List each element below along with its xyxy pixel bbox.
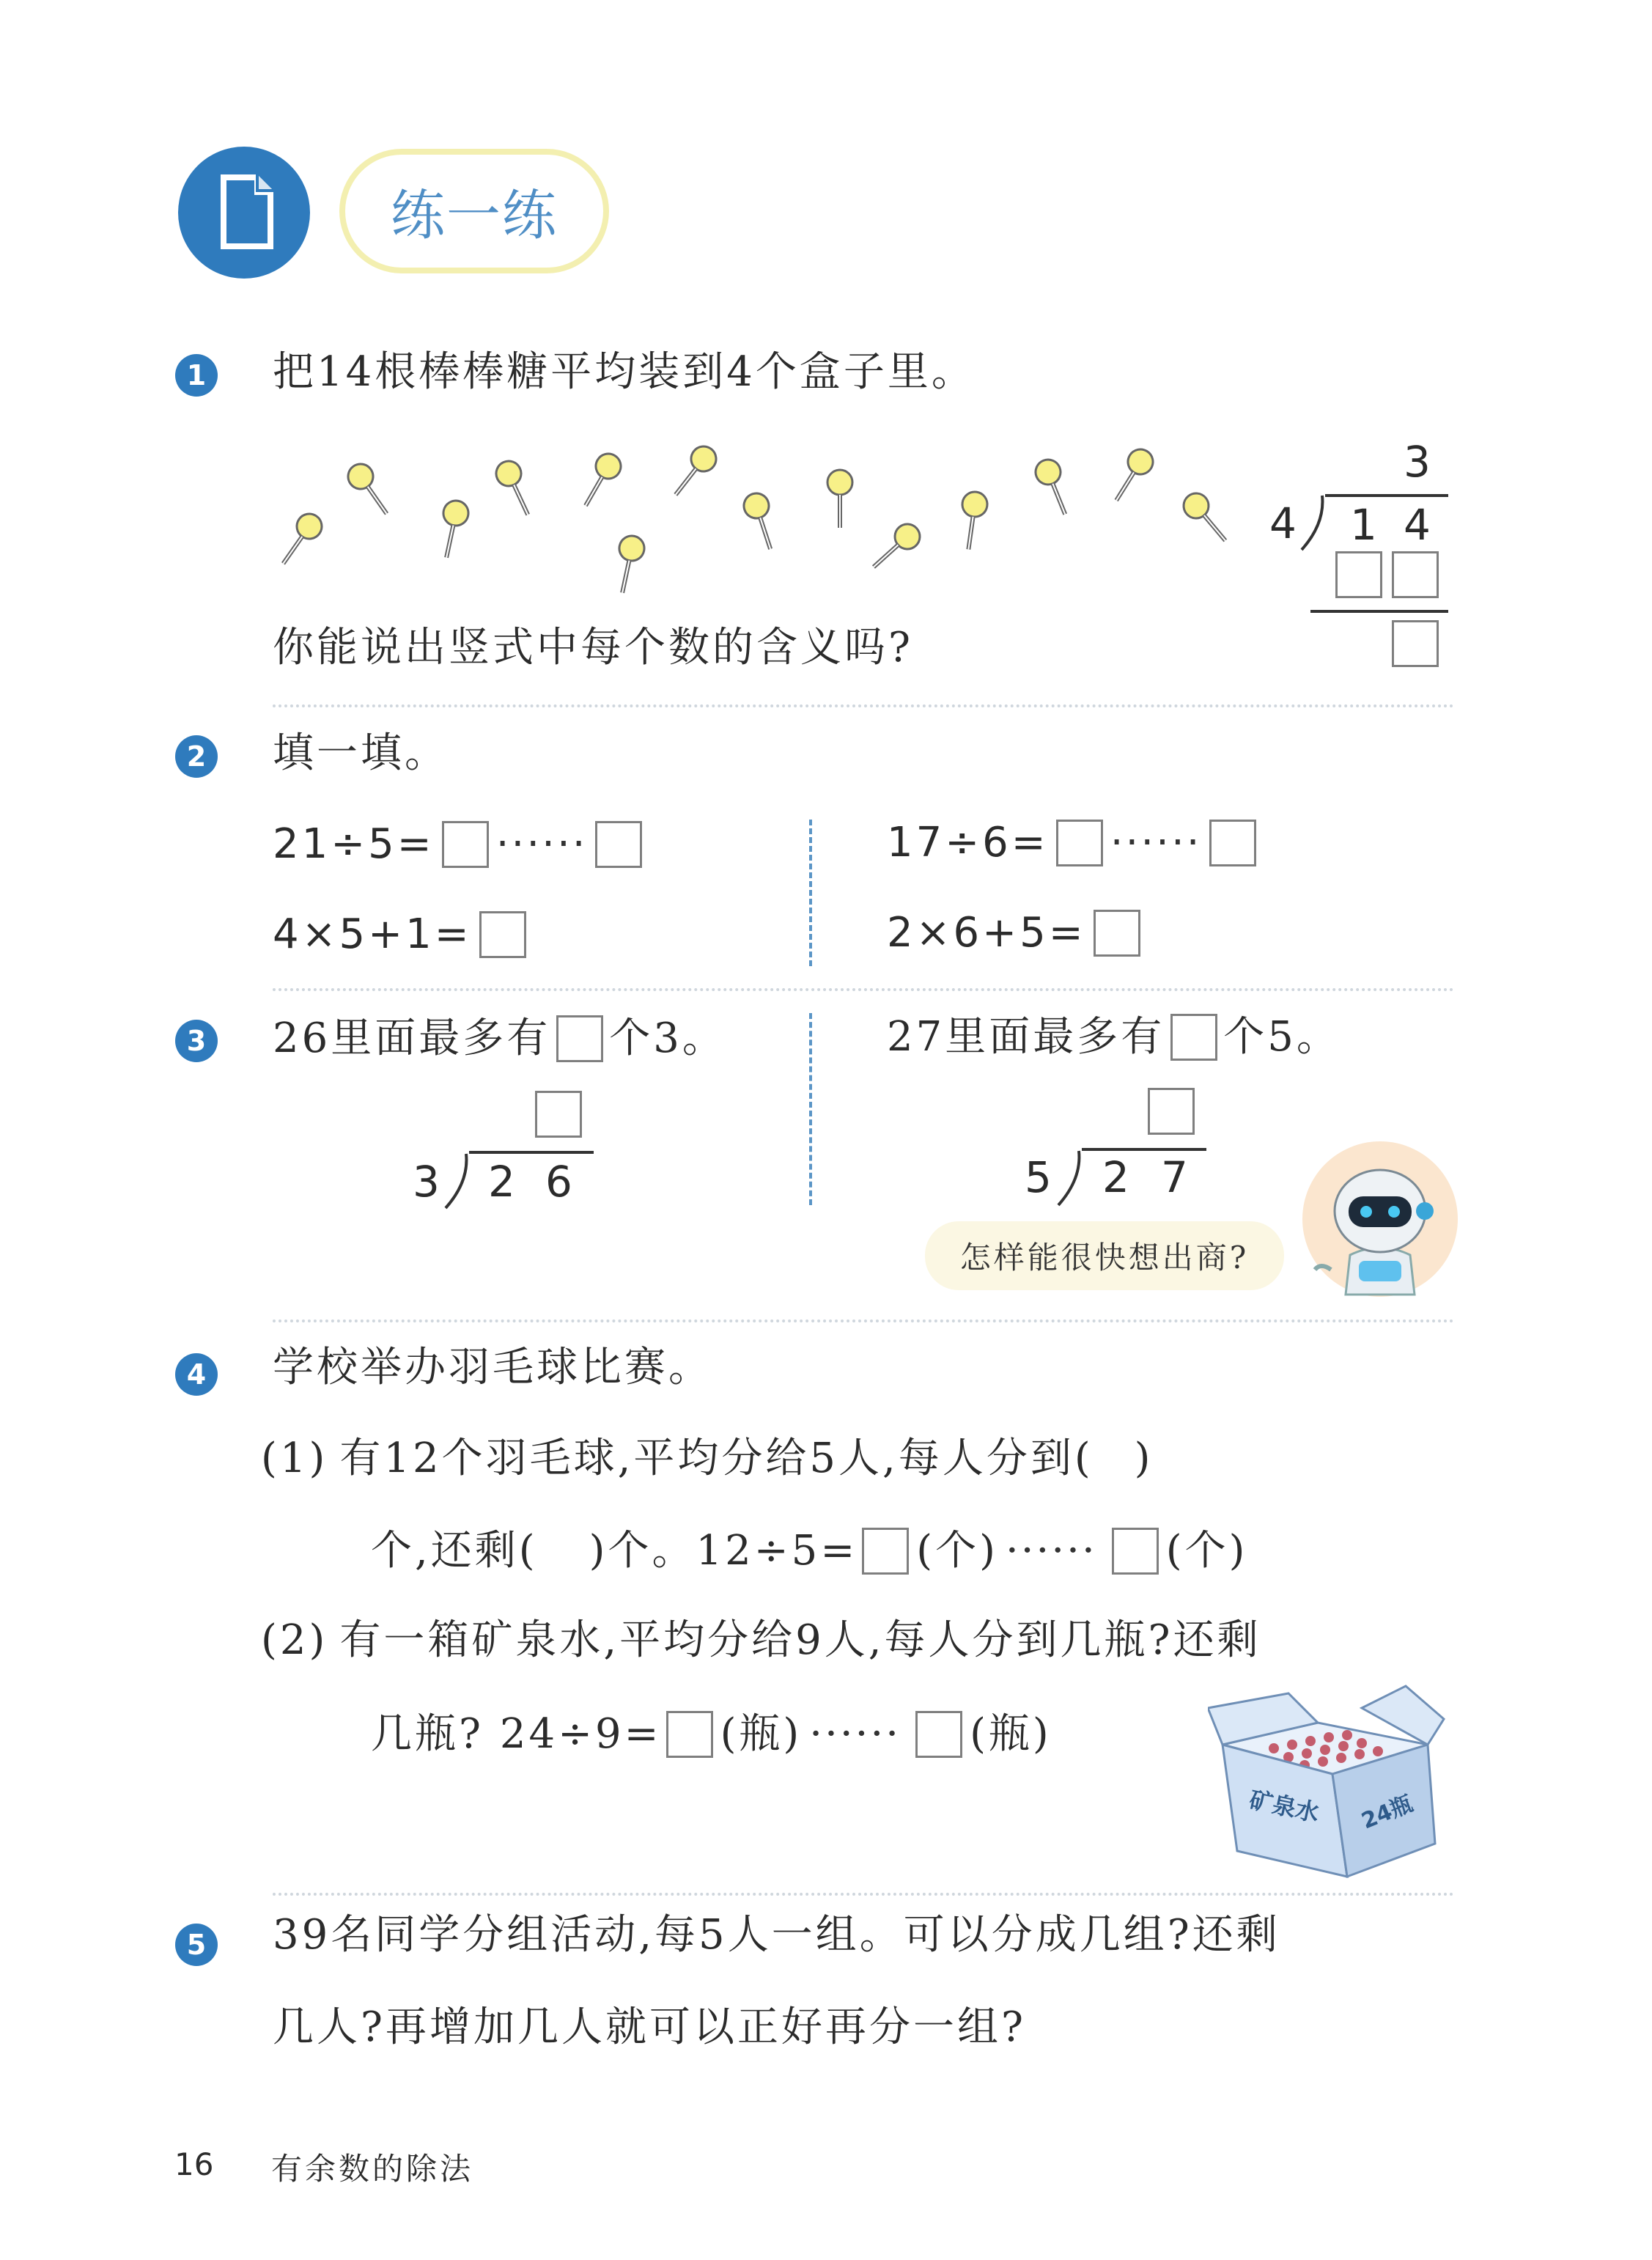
q4-part1-unit-a: (个) [916,1527,998,1575]
q2-right-row1 [887,820,1256,866]
answer-box[interactable] [1209,820,1256,866]
answer-box[interactable] [862,1528,909,1575]
q4-part2-text-2a: 几瓶? 24÷9= [371,1710,662,1758]
division-bar [1082,1148,1206,1151]
q2-left-row1 [273,821,642,868]
section-title: 练一练 [391,184,558,247]
dots: ······ [809,1710,901,1758]
q4-part2-text: 有一箱矿泉水,平均分给9人,每人分到几瓶?还剩 [339,1616,1261,1664]
answer-box[interactable] [479,911,526,958]
lollipop-icon [343,459,397,520]
dots: ······ [1110,819,1202,866]
q4-part1-close: ) [1134,1435,1154,1482]
answer-box[interactable] [442,821,489,868]
robot-speech-text: 怎样能很快想出商? [959,1240,1250,1276]
q4-part1-label: (1) [261,1435,328,1482]
question-number-1: 1 [175,354,218,397]
robot-speech-bubble [925,1221,1284,1290]
dots: ······ [495,820,588,868]
q3-right-post: 个5。 [1223,1013,1341,1061]
lollipop-icon [1106,445,1158,507]
robot-icon [1299,1138,1461,1300]
q4-part1-line2 [371,1528,1247,1575]
lollipop-icon [492,457,539,520]
answer-box[interactable] [1392,620,1439,667]
section-divider [273,1319,1454,1322]
q5-line1: 39名同学分组活动,每5人一组。可以分成几组?还剩 [273,1911,1280,1959]
q4-part2-line1 [261,1616,1261,1664]
lollipop-icon [610,534,646,595]
q1-dividend-digit-2: 4 [1404,500,1431,550]
q3-right-digit-1: 2 [1102,1152,1129,1202]
answer-box[interactable] [1094,910,1140,957]
question-number-2: 2 [175,735,218,778]
q1-text: 把14根棒棒糖平均装到4个盒子里。 [273,348,976,396]
column-divider [809,1013,812,1205]
q1-divisor: 4 [1269,498,1297,548]
section-title-pill [339,149,609,273]
division-bar [469,1151,594,1154]
answer-box[interactable] [666,1711,713,1758]
q3-left-pre: 26里面最多有 [273,1015,551,1062]
section-divider [273,988,1454,991]
q3-right-divisor: 5 [1025,1152,1052,1202]
header-icon-circle [178,147,310,279]
answer-box[interactable] [1335,551,1382,598]
q3-right-pre: 27里面最多有 [887,1013,1165,1061]
q4-part2-unit-a: (瓶) [720,1710,803,1758]
section-divider [273,704,1454,707]
division-bracket-icon [1054,1148,1088,1208]
q3-left-divisor: 3 [413,1157,440,1207]
lollipop-icon [665,441,720,502]
box-label: 矿泉水 [1247,1785,1322,1827]
page-number: 16 [174,2146,214,2182]
q1-quotient: 3 [1404,437,1431,487]
answer-box[interactable] [556,1015,603,1062]
dots: ······ [1005,1527,1097,1575]
q2-left-expression-1: 21÷5= [273,820,435,868]
q3-left-digit-1: 2 [488,1157,515,1207]
answer-box[interactable] [1056,820,1103,866]
lollipop-icon [866,519,925,576]
document-icon [178,147,310,279]
lollipops-illustration [271,440,1246,608]
q4-part2-label: (2) [261,1616,328,1664]
q2-left-expression-2: 4×5+1= [273,910,472,958]
division-bracket-icon [441,1151,475,1211]
question-number-5: 5 [175,1924,218,1966]
q4-part1-unit-b: (个) [1165,1527,1248,1575]
q4-part1-text: 有12个羽毛球,平均分给5人,每人分到( [339,1435,1094,1482]
answer-box[interactable] [1148,1088,1195,1135]
lollipop-icon [575,449,625,512]
answer-box[interactable] [535,1091,582,1138]
q2-right-expression-2: 2×6+5= [887,909,1086,957]
lollipop-icon [1032,456,1077,519]
q4-part1-line1 [261,1435,1154,1482]
box-count: 24瓶 [1357,1791,1417,1835]
column-divider [809,820,812,966]
lollipop-icon [741,490,783,553]
q1-dividend-digit-1: 1 [1350,500,1377,550]
lollipop-icon [434,498,471,560]
answer-box[interactable] [1392,551,1439,598]
chapter-title: 有余数的除法 [271,2151,474,2187]
q2-right-expression-1: 17÷6= [887,819,1049,866]
lollipop-icon [1179,488,1235,548]
lollipop-icon [273,509,327,570]
water-box-illustration [1208,1679,1451,1884]
division-bar [1325,494,1448,497]
q1-question: 你能说出竖式中每个数的含义吗? [273,624,914,671]
q2-text: 填一填。 [273,729,449,777]
q4-part1-text-2b: )个。12÷5= [589,1527,858,1575]
subtraction-line [1310,610,1448,613]
answer-box[interactable] [915,1711,962,1758]
lollipop-icon [956,490,989,551]
answer-box[interactable] [1112,1528,1159,1575]
q3-left-digit-2: 6 [545,1157,572,1207]
q3-right-line [887,1014,1341,1061]
q4-part2-unit-b: (瓶) [970,1710,1052,1758]
q4-part1-text-2a: 个,还剩( [371,1527,538,1575]
answer-box[interactable] [595,821,642,868]
question-number-3: 3 [175,1020,218,1062]
q3-left-line [273,1015,726,1062]
q4-part2-line2 [371,1711,1052,1758]
q3-right-digit-2: 7 [1161,1152,1188,1202]
q2-right-row2 [887,910,1140,957]
question-number-4: 4 [175,1353,218,1396]
q5-line2: 几人?再增加几人就可以正好再分一组? [273,2003,1027,2051]
lollipop-icon [827,470,852,528]
section-divider [273,1893,1454,1896]
division-bracket-icon [1297,493,1331,553]
q3-left-post: 个3。 [609,1015,726,1062]
answer-box[interactable] [1170,1014,1217,1061]
q4-text: 学校举办羽毛球比赛。 [273,1344,712,1391]
q2-left-row2 [273,911,526,958]
